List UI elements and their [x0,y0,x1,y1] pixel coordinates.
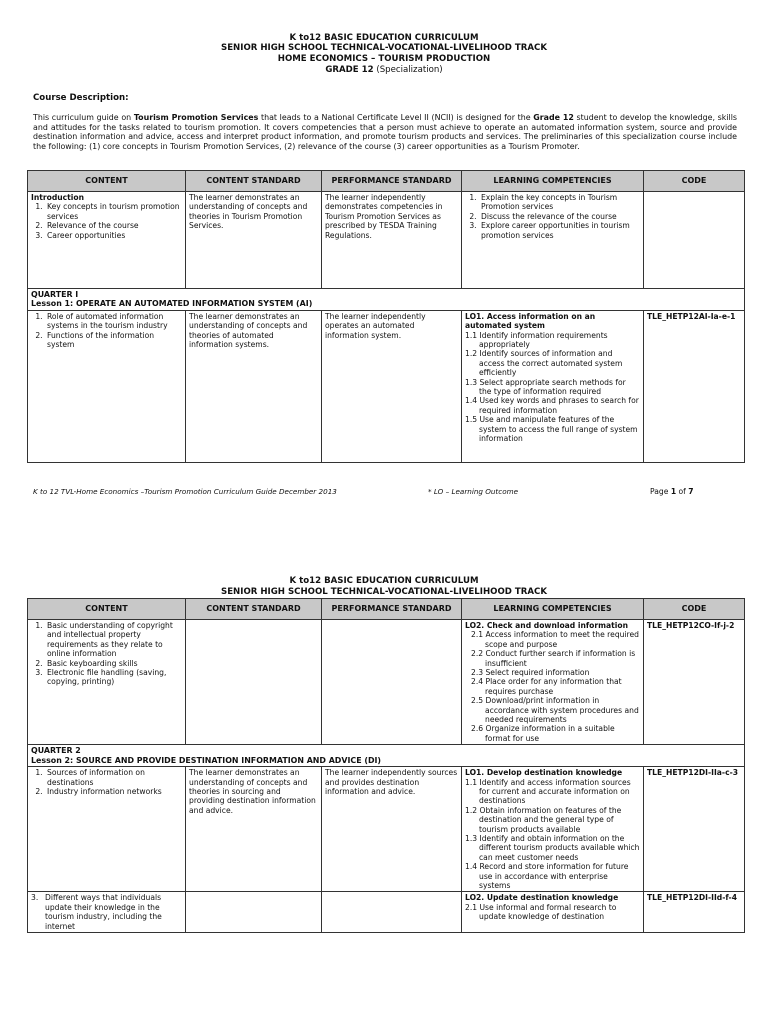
lo2-content-list [31,621,182,687]
document-page-1 [0,0,768,510]
table-row-lo1 [28,310,745,462]
col-learning-competencies: LEARNING COMPETENCIES [462,171,644,192]
table-row-lo2 [28,620,745,745]
item-text: Different ways that individuals update their knowledge in the tourism industry, including the internet [45,893,162,931]
lesson-title: Lesson 1: OPERATE AN AUTOMATED INFORMATION SYSTEM (AI) [31,299,313,309]
list-item: 2.4 Place order for any information that requires purchase [471,677,622,696]
list-item: 1.5 Use and manipulate features of the system to access the full range of system information [465,415,638,444]
quarter-lesson-cell [28,745,745,767]
grade-specialization: (Specialization) [373,65,443,75]
col-code: CODE [644,599,745,620]
lo2-competencies-cell [462,620,644,745]
list-item: 3. Electronic file handling (saving, copying, printing) [45,668,182,687]
lo1-competencies-cell [462,310,644,462]
list-item: 3. Career opportunities [45,231,182,240]
dest-lo2-performance [322,892,462,933]
curriculum-table-page-1 [27,170,745,463]
lo1-content-list [31,312,182,350]
quarter-lesson-cell [28,289,745,311]
header-grade [0,65,768,75]
intro-competencies-cell [462,192,644,289]
lo2-performance [322,620,462,745]
page-current: 1 [670,487,677,496]
item-number: 3. [31,893,39,903]
course-description [33,113,737,151]
lo1-content-cell [28,310,186,462]
desc-part-1: This curriculum guide on [33,113,134,122]
table-row-introduction [28,192,745,289]
intro-content-cell [28,192,186,289]
desc-bold-1: Tourism Promotion Services [133,113,259,122]
list-item: 2.1 Use informal and formal research to update knowledge of destination [465,902,617,922]
lo1-title: LO1. Access information on an automated system [465,311,596,331]
course-description-title: Course Description: [33,93,129,103]
col-content: CONTENT [28,171,186,192]
intro-standard: The learner demonstrates an understanding of concepts and theories in Tourism Promotion Services. [186,192,322,289]
col-performance-standard: PERFORMANCE STANDARD [322,171,462,192]
dest-lo1-title: LO1. Develop destination knowledge [465,768,623,778]
list-item: 2.5 Download/print information in accordance with system procedures and needed requirements [471,696,639,725]
lo2-title: LO2. Check and download information [465,621,629,630]
list-item: 1.1 Identify information requirements appropriately [465,330,608,350]
quarter-label: QUARTER 2 [31,746,81,756]
quarter-row [28,289,745,311]
quarter-row [28,745,745,767]
col-code: CODE [644,171,745,192]
list-item: 1. Basic understanding of copyright and intellectual property requirements as they relate to online information [45,621,182,659]
lesson-title: Lesson 2: SOURCE AND PROVIDE DESTINATION INFORMATION AND ADVICE (DI) [31,755,382,765]
list-item: 1. Key concepts in tourism promotion services [45,202,182,221]
footer-guide-title: K to 12 TVL-Home Economics –Tourism Promotion Curriculum Guide December 2013 [33,487,337,496]
table-header-row [28,171,745,192]
lo2-content-cell [28,620,186,745]
intro-title: Introduction [31,193,85,202]
list-item: 3. Explore career opportunities in tourism promotion services [479,221,640,240]
quarter-label: QUARTER I [31,290,79,299]
col-content-standard: CONTENT STANDARD [186,599,322,620]
list-item: 1. Explain the key concepts in Tourism Promotion services [479,193,640,212]
list-item: 1.3 Select appropriate search methods for the type of information required [465,377,626,397]
intro-performance: The learner independently demonstrates competencies in Tourism Promotion Services as prescribed by TESDA Training Regulations. [322,192,462,289]
dest-lo1-content-list [31,768,182,796]
list-item: 1.4 Used key words and phrases to search for required information [465,396,639,415]
intro-competencies-list [465,193,640,240]
list-item: 2.6 Organize information in a suitable format for use [471,724,615,743]
lo1-standard: The learner demonstrates an understanding of concepts and theories of automated information systems. [186,310,322,462]
dest-lo1-performance: The learner independently sources and provides destination information and advice. [322,767,462,892]
list-item: 2.1 Access information to meet the required scope and purpose [471,630,640,649]
page-gap [0,510,768,566]
list-item: 1.2 Obtain information on features of the destination and the general type of tourism products available [465,805,622,834]
list-item: 2. Functions of the information system [45,331,182,350]
dest-lo2-code: TLE_HETP12DI-IId-f-4 [644,892,745,933]
list-item: 2. Relevance of the course [45,221,182,230]
table-row-destination-lo2 [28,892,745,933]
lo2-code: TLE_HETP12CO-If-j-2 [644,620,745,745]
lo1-code: TLE_HETP12AI-Ia-e-1 [644,310,745,462]
table-header-row [28,599,745,620]
document-page-2 [0,566,768,1024]
dest-lo1-content-cell [28,767,186,892]
footer-page-number [650,487,694,496]
list-item: 2.3 Select required information [471,668,590,678]
page-total: 7 [688,487,694,496]
list-item: 1.2 Identify sources of information and access the correct automated system efficiently [465,349,623,378]
dest-lo2-standard [186,892,322,933]
dest-lo2-title: LO2. Update destination knowledge [465,893,619,903]
dest-lo1-competencies-cell [462,767,644,892]
list-item: 2.2 Conduct further search if information is insufficient [471,649,636,668]
col-performance-standard: PERFORMANCE STANDARD [322,599,462,620]
list-item: 1. Role of automated information systems in the tourism industry [45,312,182,331]
page-of: of [676,487,689,496]
dest-lo1-standard: The learner demonstrates an understanding of concepts and theories in sourcing and providing destination information and advice. [186,767,322,892]
dest-lo2-content-cell [28,892,186,933]
lo1-performance: The learner independently operates an automated information system. [322,310,462,462]
page-prefix: Page [650,487,671,496]
intro-content-list [31,202,182,240]
list-item: 1.3 Identify and obtain information on the different tourism products available which can meet customer needs [465,833,640,862]
footer-lo-note: * LO – Learning Outcome [428,487,519,496]
list-item: 2. Basic keyboarding skills [45,659,182,668]
col-content: CONTENT [28,599,186,620]
header-line-3: HOME ECONOMICS – TOURISM PRODUCTION [277,54,491,64]
lo2-standard [186,620,322,745]
desc-part-2: that leads to a National Certificate Level II (NCII) is designed for the [258,113,534,122]
grade-label: GRADE 12 [325,65,374,75]
list-item: 1.1 Identify and access information sources for current and accurate information on destinations [465,777,631,806]
list-item: 1. Sources of information on destinations [45,768,182,787]
header-line-2: SENIOR HIGH SCHOOL TECHNICAL-VOCATIONAL-LIVELIHOOD TRACK [221,43,547,53]
table-row-destination-lo1 [28,767,745,892]
header-line-1: K to12 BASIC EDUCATION CURRICULUM [289,576,479,586]
list-item: 2. Industry information networks [45,787,182,796]
desc-bold-2: Grade 12 [533,113,574,122]
header-line-1: K to12 BASIC EDUCATION CURRICULUM [289,33,479,43]
col-content-standard: CONTENT STANDARD [186,171,322,192]
dest-lo1-code: TLE_HETP12DI-IIa-c-3 [644,767,745,892]
list-item [31,893,182,931]
header-line-2: SENIOR HIGH SCHOOL TECHNICAL-VOCATIONAL-LIVELIHOOD TRACK [221,587,547,597]
dest-lo2-competencies-cell [462,892,644,933]
desc-part-3: student to develop the knowledge, skills and attitudes for the tasks related to tourism promotion. It covers competencies that a person must achieve to operate an automated information system, source and provide destination information and advice, access and interpret product information, and promote tourism products and services. The preliminaries of this specialization course include the following: (1) core concepts in Tourism Promotion Services, (2) relevance of the course (3) career opportunities as a Tourism Promoter. [33,113,737,151]
list-item: 1.4 Record and store information for future use in accordance with enterprise systems [465,862,629,890]
intro-code [644,192,745,289]
list-item: 2. Discuss the relevance of the course [479,212,640,221]
col-learning-competencies: LEARNING COMPETENCIES [462,599,644,620]
curriculum-table-page-2 [27,598,745,933]
